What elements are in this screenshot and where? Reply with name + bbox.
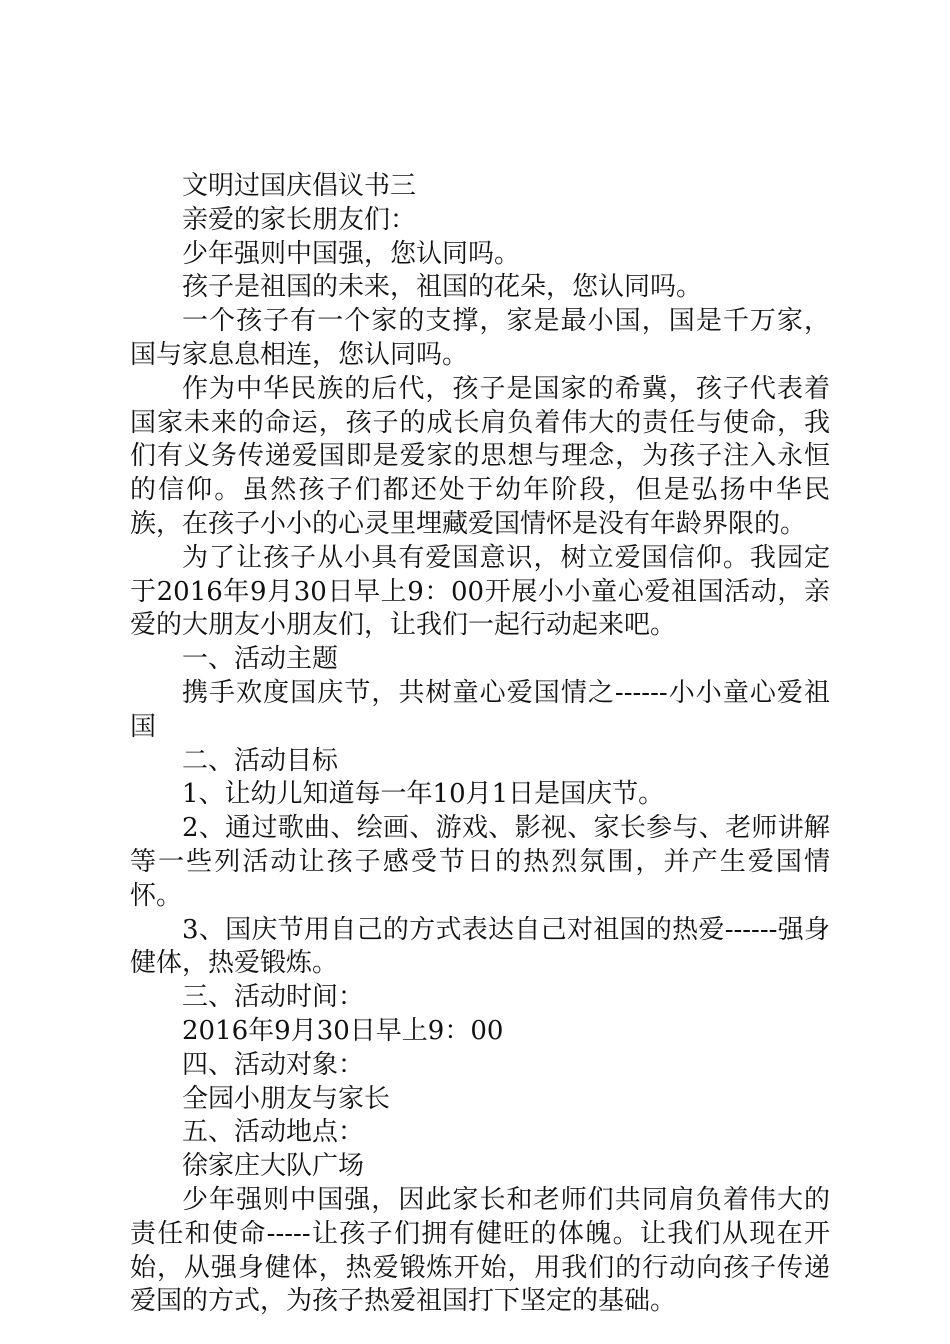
- section-heading: 五、活动地点：: [182, 1117, 365, 1148]
- paragraph: 全园小朋友与家长: [182, 1083, 391, 1114]
- paragraph: 徐家庄大队广场: [182, 1151, 365, 1182]
- list-item: 1、让幼儿知道每一年10月1日是国庆节。: [182, 779, 665, 810]
- salutation: 亲爱的家长朋友们：: [182, 204, 417, 235]
- paragraph: 一个孩子有一个家的支撑，家是最小国，国是千万家，国与家息息相连，您认同吗。: [130, 306, 830, 370]
- paragraph: 作为中华民族的后代，孩子是国家的希冀，孩子代表着国家未来的命运，孩子的成长肩负着伟大的责任与使命，我们有义务传递爱国即是爱家的思想与理念，为孩子注入永恒的信仰。虽然孩子们都还处于幼年阶段，但是弘扬中华民族，在孩子小小的心灵里埋藏爱国情怀是没有年龄界限的。: [130, 373, 830, 539]
- section-heading: 四、活动对象：: [182, 1049, 365, 1080]
- closing-paragraph: 少年强则中国强，因此家长和老师们共同肩负着伟大的责任和使命-----让孩子们拥有健旺的体魄。让我们从现在开始，从强身健体，热爱锻炼开始，用我们的行动向孩子传递爱国的方式，为孩子热爱祖国打下坚定的基础。: [130, 1184, 830, 1317]
- paragraph: 2016年9月30日早上9：00: [182, 1015, 504, 1046]
- list-item: 2、通过歌曲、绘画、游戏、影视、家长参与、老师讲解等一些列活动让孩子感受节日的热烈氛围，并产生爱国情怀。: [130, 813, 830, 911]
- document-title: 文明过国庆倡议书三: [182, 171, 417, 201]
- section-heading: 三、活动时间：: [182, 982, 365, 1013]
- section-heading: 一、活动主题: [182, 644, 339, 675]
- section-heading: 二、活动目标: [182, 745, 339, 776]
- paragraph: 少年强则中国强，您认同吗。: [182, 238, 521, 269]
- paragraph: 为了让孩子从小具有爱国意识，树立爱国信仰。我园定于2016年9月30日早上9：00开展小小童心爱祖国活动，亲爱的大朋友小朋友们，让我们一起行动起来吧。: [130, 542, 830, 641]
- paragraph: 孩子是祖国的未来，祖国的花朵，您认同吗。: [182, 272, 703, 303]
- paragraph: 携手欢度国庆节，共树童心爱国情之------小小童心爱祖国: [130, 677, 830, 742]
- document-page: [130, 170, 830, 1319]
- list-item: 3、国庆节用自己的方式表达自己对祖国的热爱------强身健体，热爱锻炼。: [130, 914, 830, 979]
